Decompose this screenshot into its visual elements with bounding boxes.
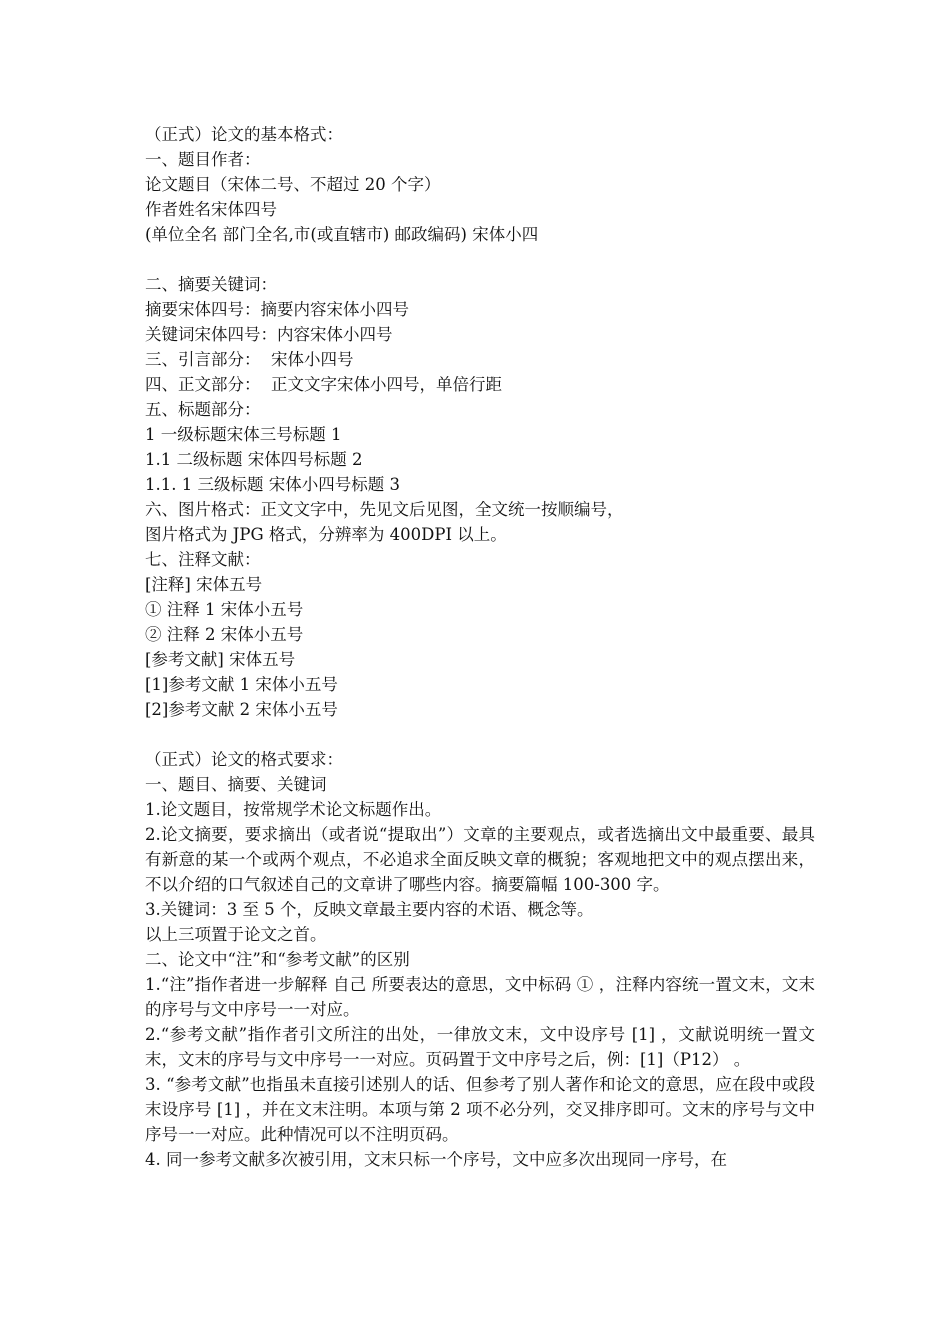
- text-line: [2]参考文献 2 宋体小五号: [145, 700, 338, 719]
- text-line: 3.关键词：3 至 5 个，反映文章最主要内容的术语、概念等。: [145, 900, 594, 919]
- text-line: 图片格式为 JPG 格式，分辨率为 400DPI 以上。: [145, 525, 507, 544]
- paragraph-abstract: 2.论文摘要，要求摘出（或者说“提取出”）文章的主要观点，或者选摘出文中最重要、最具有新意的某一个或两个观点，不必追求全面反映文章的概貌；客观地把文中的观点摆出来，不以介绍的口气叙述自己的文章讲了哪些内容。摘要篇幅 100-300 字。: [145, 825, 815, 894]
- document-body: [145, 122, 815, 1172]
- text-line: 1.1 二级标题 宋体四号标题 2: [145, 450, 363, 469]
- blank-line: [145, 247, 815, 272]
- paragraph-reference-3: 4. 同一参考文献多次被引用，文末只标一个序号，文中应多次出现同一序号，在: [145, 1150, 727, 1169]
- section-title-basic-format: （正式）论文的基本格式：: [145, 125, 343, 144]
- text-line: 二、论文中“注”和“参考文献”的区别: [145, 950, 410, 969]
- text-line: [参考文献] 宋体五号: [145, 650, 296, 669]
- blank-line: [145, 722, 815, 747]
- text-line: ① 注释 1 宋体小五号: [145, 600, 304, 619]
- text-line: (单位全名 部门全名,市(或直辖市) 邮政编码) 宋体小四: [145, 225, 539, 244]
- text-line: 四、正文部分： 正文文字宋体小四号，单倍行距: [145, 375, 502, 394]
- text-line: 1 一级标题宋体三号标题 1: [145, 425, 342, 444]
- text-line: 论文题目（宋体二号、不超过 20 个字）: [145, 175, 441, 194]
- paragraph-note: 1.“注”指作者进一步解释 自己 所要表达的意思，文中标码 ① ，注释内容统一置文末，文末的序号与文中序号一一对应。: [145, 975, 815, 1019]
- text-line: 六、图片格式：正文文字中，先见文后见图，全文统一按顺编号，: [145, 500, 624, 519]
- text-line: 一、题目、摘要、关键词: [145, 775, 327, 794]
- text-line: 1.1. 1 三级标题 宋体小四号标题 3: [145, 475, 400, 494]
- text-line: 一、题目作者：: [145, 150, 261, 169]
- text-line: 摘要宋体四号：摘要内容宋体小四号: [145, 300, 409, 319]
- text-line: ② 注释 2 宋体小五号: [145, 625, 304, 644]
- paragraph-reference-2: 3. “参考文献”也指虽未直接引述别人的话、但参考了别人著作和论文的意思，应在段中或段末设序号 [1] ，并在文末注明。本项与第 2 项不必分列，交叉排序即可。文末的序号与文中序号一一对应。此种情况可以不注明页码。: [145, 1075, 815, 1144]
- text-line: 七、注释文献：: [145, 550, 261, 569]
- text-line: [注释] 宋体五号: [145, 575, 263, 594]
- text-line: 1.论文题目，按常规学术论文标题作出。: [145, 800, 442, 819]
- text-line: 二、摘要关键词：: [145, 275, 277, 294]
- text-line: 作者姓名宋体四号: [145, 200, 277, 219]
- text-line: [1]参考文献 1 宋体小五号: [145, 675, 338, 694]
- text-line: 以上三项置于论文之首。: [145, 925, 327, 944]
- section-title-format-requirements: （正式）论文的格式要求：: [145, 750, 343, 769]
- text-line: 三、引言部分： 宋体小四号: [145, 350, 354, 369]
- paragraph-reference: 2.“参考文献”指作者引文所注的出处，一律放文末，文中设序号 [1] ，文献说明统一置文末，文末的序号与文中序号一一对应。页码置于文中序号之后，例：[1]（P12） 。: [145, 1025, 815, 1069]
- text-line: 关键词宋体四号：内容宋体小四号: [145, 325, 393, 344]
- text-line: 五、标题部分：: [145, 400, 261, 419]
